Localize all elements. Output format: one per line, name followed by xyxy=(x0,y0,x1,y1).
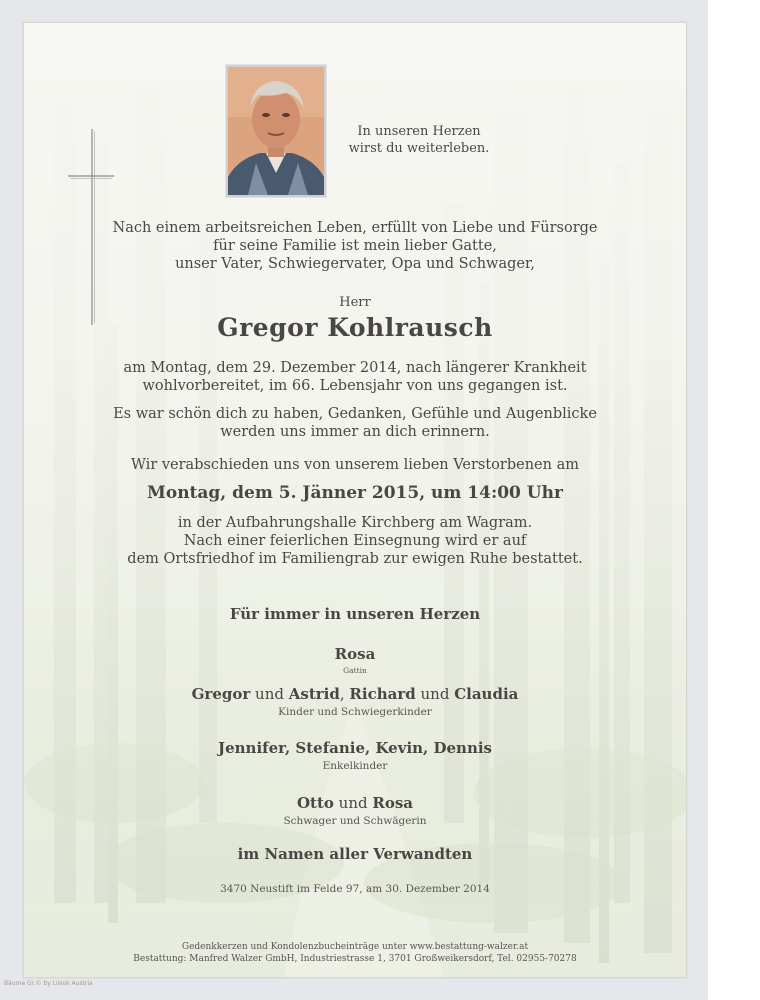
motto xyxy=(344,123,494,157)
image-credit: Bäume Gr.© by Lisiok Austria xyxy=(4,980,93,987)
spouse-name: Rosa xyxy=(334,645,376,663)
child-name: Gregor xyxy=(191,685,251,703)
deceased-name: Gregor Kohlrausch xyxy=(217,313,493,342)
child-name: Claudia xyxy=(454,685,519,703)
death-notice-line: am Montag, dem 29. Dezember 2014, nach längerer Krankheit xyxy=(123,360,587,376)
tribute-line: Es war schön dich zu haben, Gedanken, Gefühle und Augenblicke xyxy=(113,406,597,422)
conjunction: und xyxy=(250,685,289,703)
conjunction: und xyxy=(333,794,373,812)
grandchildren-names: Jennifer, Stefanie, Kevin, Dennis xyxy=(218,739,492,757)
motto-line: In unseren Herzen xyxy=(357,124,481,139)
separator: , xyxy=(339,685,350,703)
footer xyxy=(24,941,686,965)
ceremony-detail-line: Nach einer feierlichen Einsegnung wird er auf xyxy=(183,533,527,549)
portrait-photo xyxy=(226,65,326,197)
conjunction: und xyxy=(415,685,455,703)
relatives-line: im Namen aller Verwandten xyxy=(237,845,473,863)
death-notice-line: wohlvorbereitet, im 66. Lebensjahr von uns gegangen ist. xyxy=(142,378,568,394)
children-role: Kinder und Schwiegerkinder xyxy=(278,706,432,718)
obituary-card xyxy=(23,22,687,978)
ceremony-detail-line: in der Aufbahrungshalle Kirchberg am Wagram. xyxy=(177,515,533,531)
intro-line: unser Vater, Schwiegervater, Opa und Schwager, xyxy=(175,256,535,272)
inlaws-names xyxy=(24,794,686,812)
page-margin xyxy=(708,0,760,1000)
spouse-role: Gattin xyxy=(343,666,367,675)
ceremony-detail-line: dem Ortsfriedhof im Familiengrab zur ewigen Ruhe bestattet. xyxy=(127,551,583,567)
children-names xyxy=(24,685,686,703)
intro-line: für seine Familie ist mein lieber Gatte, xyxy=(213,238,497,254)
inlaw-name: Rosa xyxy=(372,794,414,812)
inlaw-name: Otto xyxy=(296,794,334,812)
footer-line: Bestattung: Manfred Walzer GmbH, Industriestrasse 1, 3701 Großweikersdorf, Tel. 02955-70278 xyxy=(133,954,577,964)
farewell-line: Wir verabschieden uns von unserem lieben Verstorbenen am xyxy=(131,457,579,473)
tribute-line: werden uns immer an dich erinnern. xyxy=(220,424,490,440)
child-name: Astrid xyxy=(288,685,340,703)
death-notice xyxy=(24,359,686,395)
inlaws-role: Schwager und Schwägerin xyxy=(283,815,427,827)
honorific: Herr xyxy=(339,295,371,310)
child-name: Richard xyxy=(349,685,416,703)
intro-text xyxy=(24,219,686,273)
place-date: 3470 Neustift im Felde 97, am 30. Dezember 2014 xyxy=(220,883,490,895)
portrait-illustration xyxy=(228,67,324,195)
motto-line: wirst du weiterleben. xyxy=(348,141,490,156)
tribute-text xyxy=(24,405,686,441)
grandchildren-role: Enkelkinder xyxy=(322,760,388,772)
ceremony-details xyxy=(24,514,686,568)
intro-line: Nach einem arbeitsreichen Leben, erfüllt von Liebe und Fürsorge xyxy=(112,220,598,236)
forever-line: Für immer in unseren Herzen xyxy=(229,605,481,623)
footer-line: Gedenkkerzen und Kondolenzbucheinträge unter www.bestattung-walzer.at xyxy=(181,942,529,952)
ceremony-date: Montag, dem 5. Jänner 2015, um 14:00 Uhr xyxy=(147,483,563,503)
